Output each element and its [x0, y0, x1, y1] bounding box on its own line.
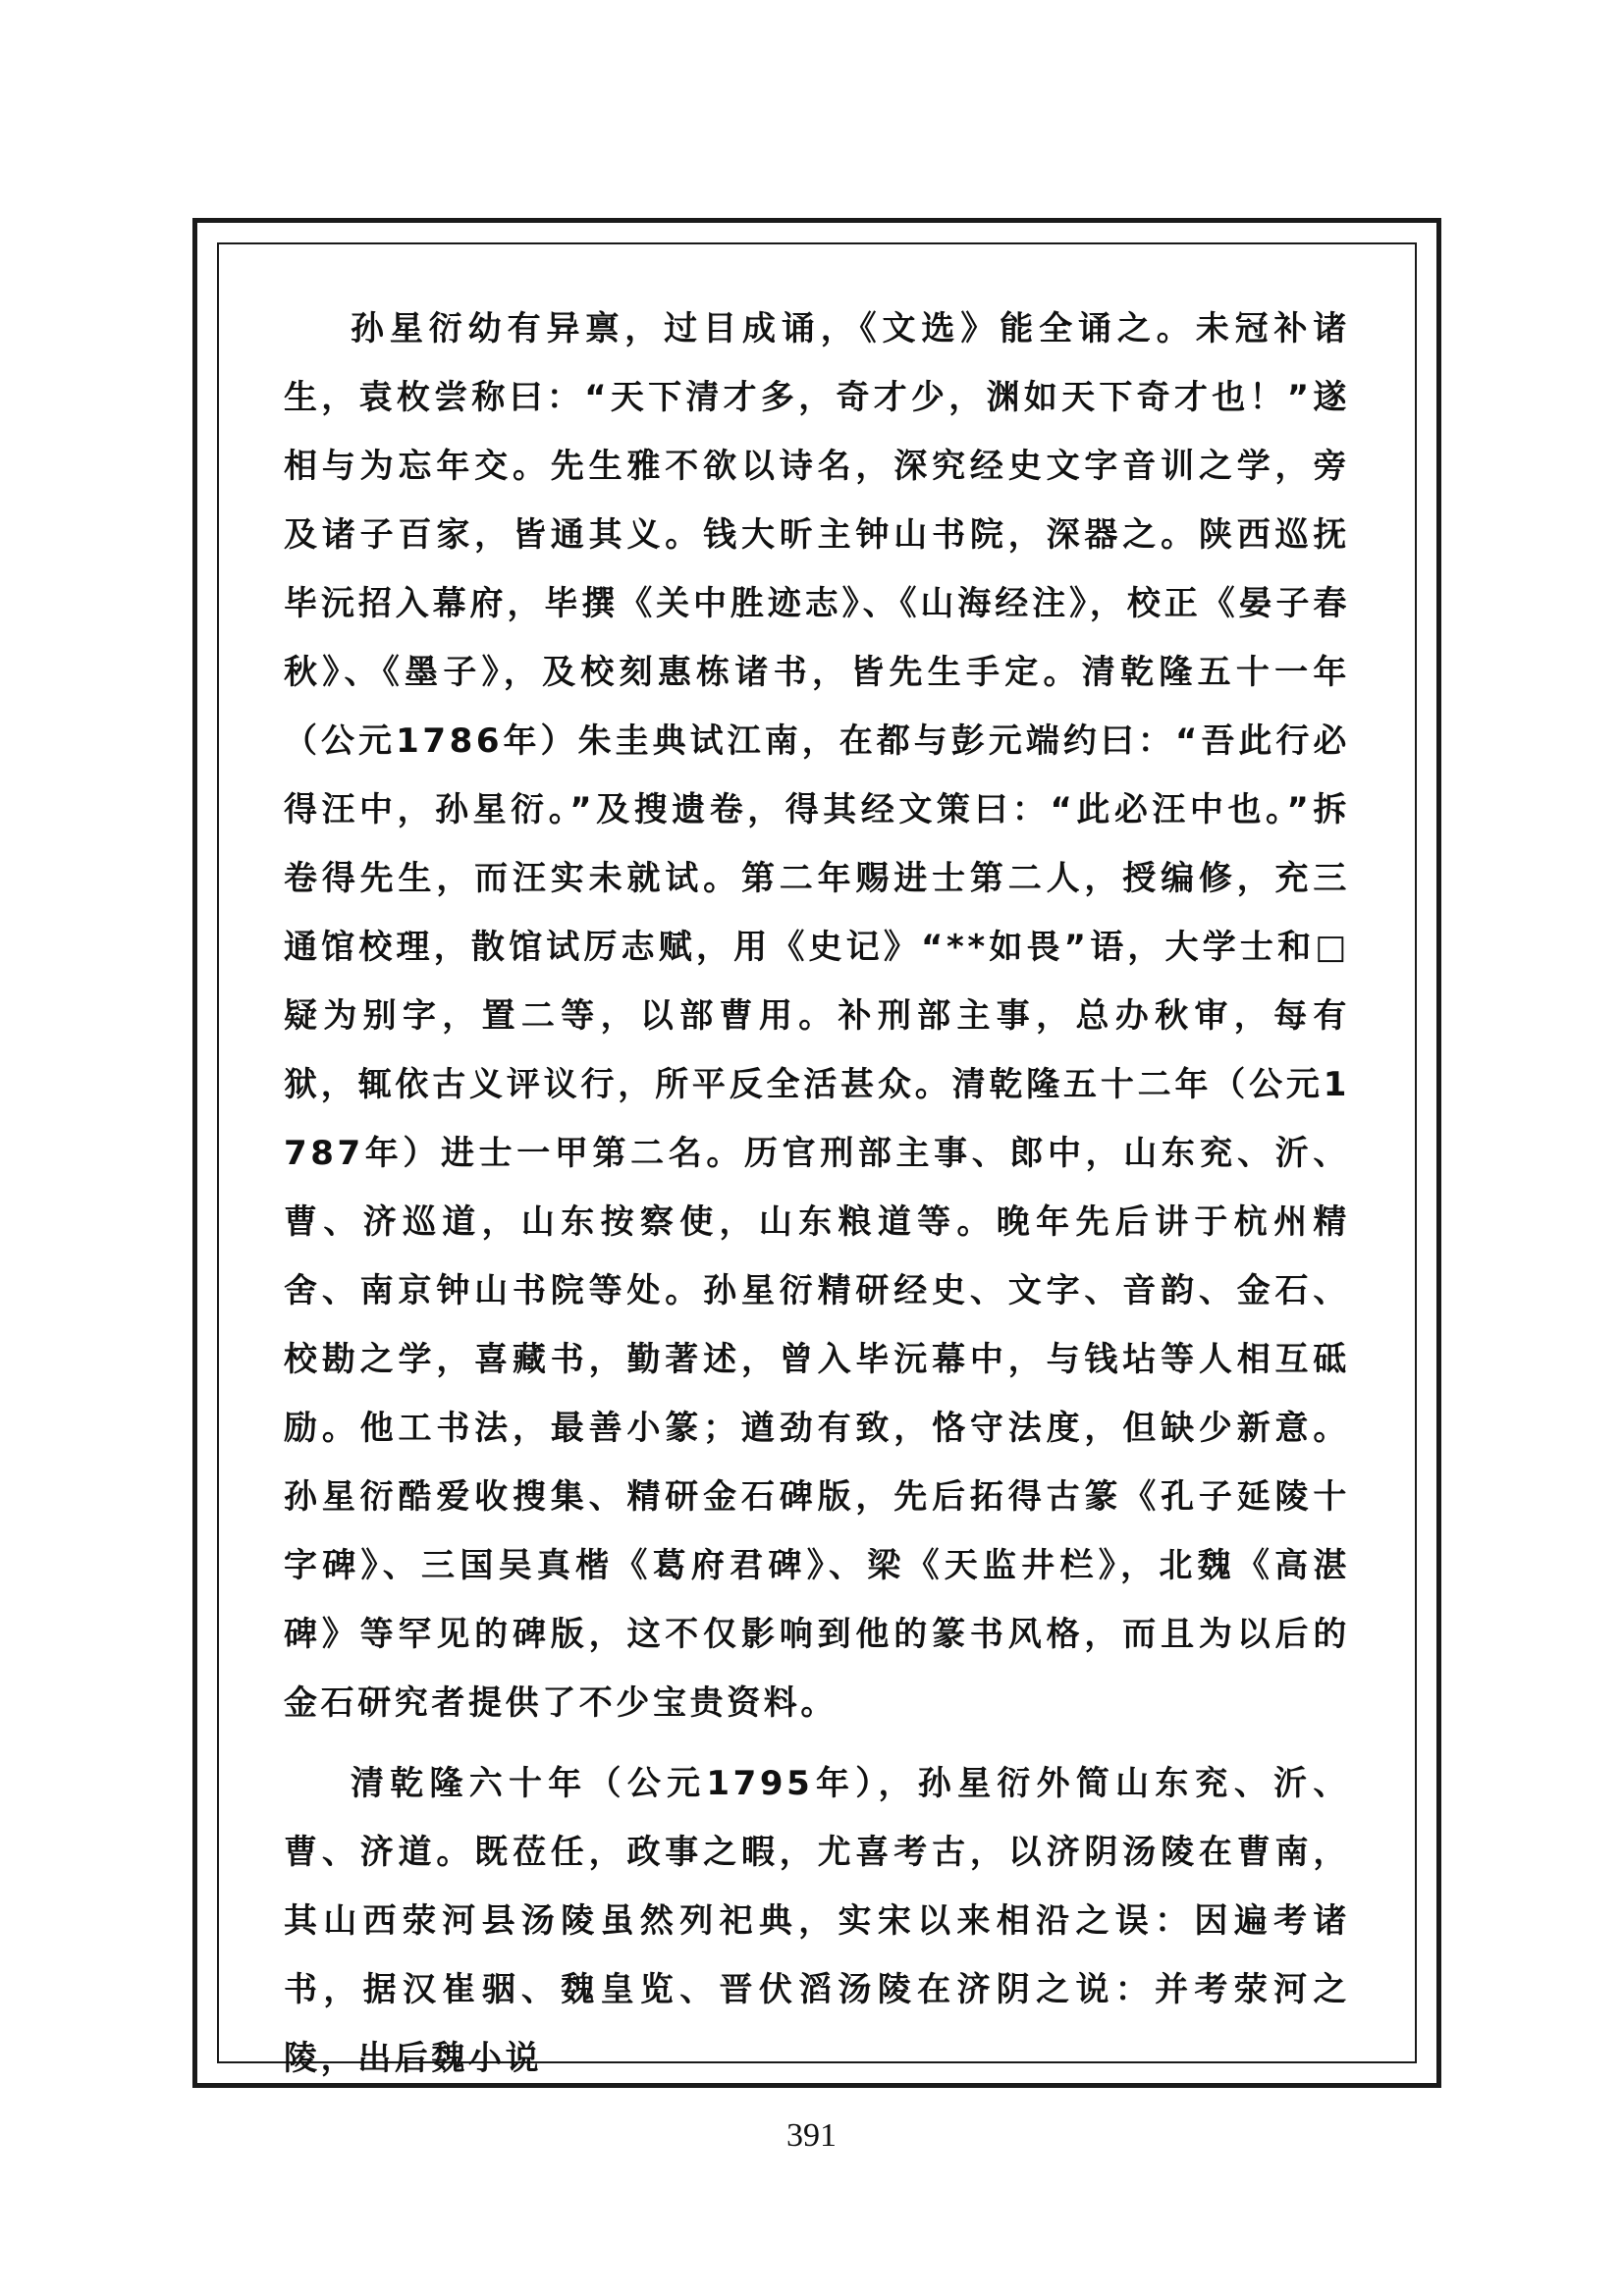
- body-text: [284, 294, 1350, 2093]
- paragraph-1: 孙星衍幼有异禀，过目成诵，《文选》能全诵之。未冠补诸生，袁枚尝称曰：“天下清才多，奇才少，渊如天下奇才也！”遂相与为忘年交。先生雅不欲以诗名，深究经史文字音训之学，旁及诸子百家，皆通其义。钱大昕主钟山书院，深器之。陕西巡抚毕沅招入幕府，毕撰《关中胜迹志》、《山海经注》，校正《晏子春秋》、《墨子》，及校刻惠栋诸书，皆先生手定。清乾隆五十一年（公元1786年）朱圭典试江南，在都与彭元端约曰：“吾此行必得汪中，孙星衍。”及搜遗卷，得其经文策曰：“此必汪中也。”拆卷得先生，而汪实未就试。第二年赐进士第二人，授编修，充三通馆校理，散馆试厉志赋，用《史记》“**如畏”语，大学士和□疑为别字，置二等，以部曹用。补刑部主事，总办秋审，每有狱，辄依古义评议行，所平反全活甚众。清乾隆五十二年（公元1787年）进士一甲第二名。历官刑部主事、郎中，山东兖、沂、曹、济巡道，山东按察使，山东粮道等。晚年先后讲于杭州精舍、南京钟山书院等处。孙星衍精研经史、文字、音韵、金石、校勘之学，喜藏书，勤著述，曾入毕沅幕中，与钱坫等人相互砥励。他工书法，最善小篆；遒劲有致，恪守法度，但缺少新意。孙星衍酷爱收搜集、精研金石碑版，先后拓得古篆《孔子延陵十字碑》、三国吴真楷《葛府君碑》、梁《天监井栏》，北魏《高湛碑》等罕见的碑版，这不仅影响到他的篆书风格，而且为以后的金石研究者提供了不少宝贵资料。: [284, 309, 1350, 1723]
- page-number: 391: [786, 2117, 837, 2154]
- paragraph-2: 清乾隆六十年（公元1795年），孙星衍外简山东兖、沂、曹、济道。既莅任，政事之暇，尤喜考古，以济阴汤陵在曹南，其山西荥河县汤陵虽然列祀典，实宋以来相沿之误：因遍考诸书，据汉崔骃、魏皇览、晋伏滔汤陵在济阴之说：并考荥河之陵，出后魏小说: [284, 1764, 1350, 2078]
